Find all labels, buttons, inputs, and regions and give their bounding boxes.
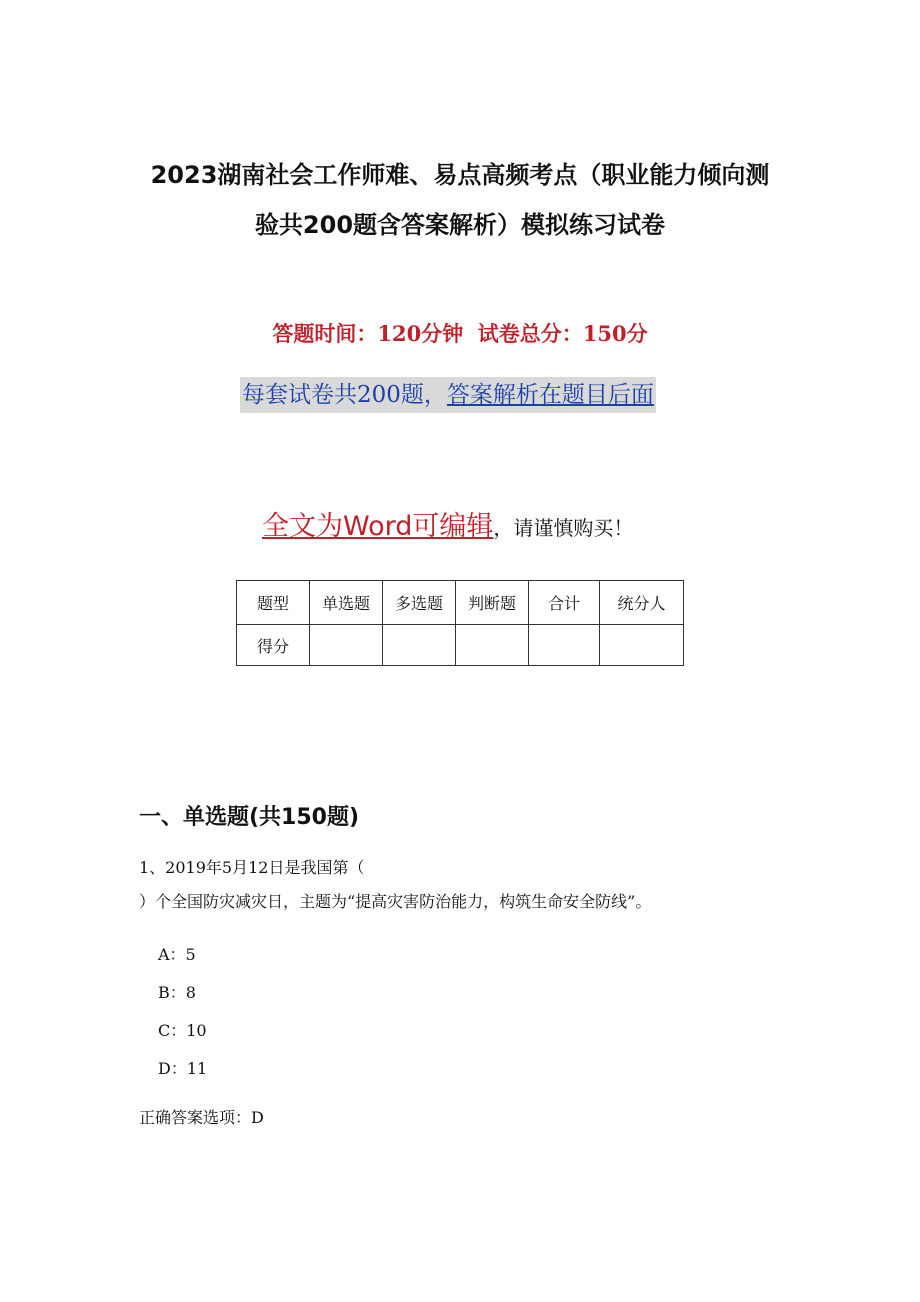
- score-table-header-cell: 合计: [529, 581, 600, 625]
- note-text: 每套试卷共200题，: [242, 382, 447, 408]
- score-cell[interactable]: [600, 625, 684, 666]
- score-table-header-row: [237, 581, 684, 625]
- option-a: A：5: [158, 945, 196, 964]
- editable-notice-highlight: 全文为Word可编辑: [262, 511, 494, 542]
- score-table-header-cell: 题型: [237, 581, 310, 625]
- score-cell[interactable]: [529, 625, 600, 666]
- option-d: D：11: [158, 1059, 208, 1078]
- option-c: C：10: [158, 1021, 207, 1040]
- question-text-line-2: ）个全国防灾减灾日，主题为“提高灾害防治能力，构筑生命安全防线”。: [139, 892, 652, 911]
- score-table-header-cell: 多选题: [383, 581, 456, 625]
- score-table-header-cell: 单选题: [310, 581, 383, 625]
- score-table-score-row: [237, 625, 684, 666]
- editable-notice-warning: ，请谨慎购买！: [493, 516, 634, 540]
- document-title-line-2: 验共200题含答案解析）模拟练习试卷: [254, 211, 666, 239]
- time-and-score-info: 答题时间：120分钟 试卷总分：150分: [272, 321, 648, 346]
- editable-notice: [262, 504, 633, 543]
- question-count-note: [240, 377, 656, 413]
- score-cell[interactable]: [456, 625, 529, 666]
- score-cell[interactable]: [310, 625, 383, 666]
- question-text-line-1: 1、2019年5月12日是我国第（: [139, 858, 365, 877]
- score-table-row-label: 得分: [237, 625, 310, 666]
- document-title-line-1: 2023湖南社会工作师难、易点高频考点（职业能力倾向测: [150, 161, 770, 189]
- answer-location-link[interactable]: 答案解析在题目后面: [446, 382, 654, 408]
- score-table-header-cell: 统分人: [600, 581, 684, 625]
- section-title: 一、单选题(共150题): [139, 805, 360, 830]
- option-b: B：8: [158, 983, 196, 1002]
- correct-answer: 正确答案选项：D: [139, 1108, 264, 1127]
- score-table: [236, 580, 684, 666]
- score-cell[interactable]: [383, 625, 456, 666]
- score-table-header-cell: 判断题: [456, 581, 529, 625]
